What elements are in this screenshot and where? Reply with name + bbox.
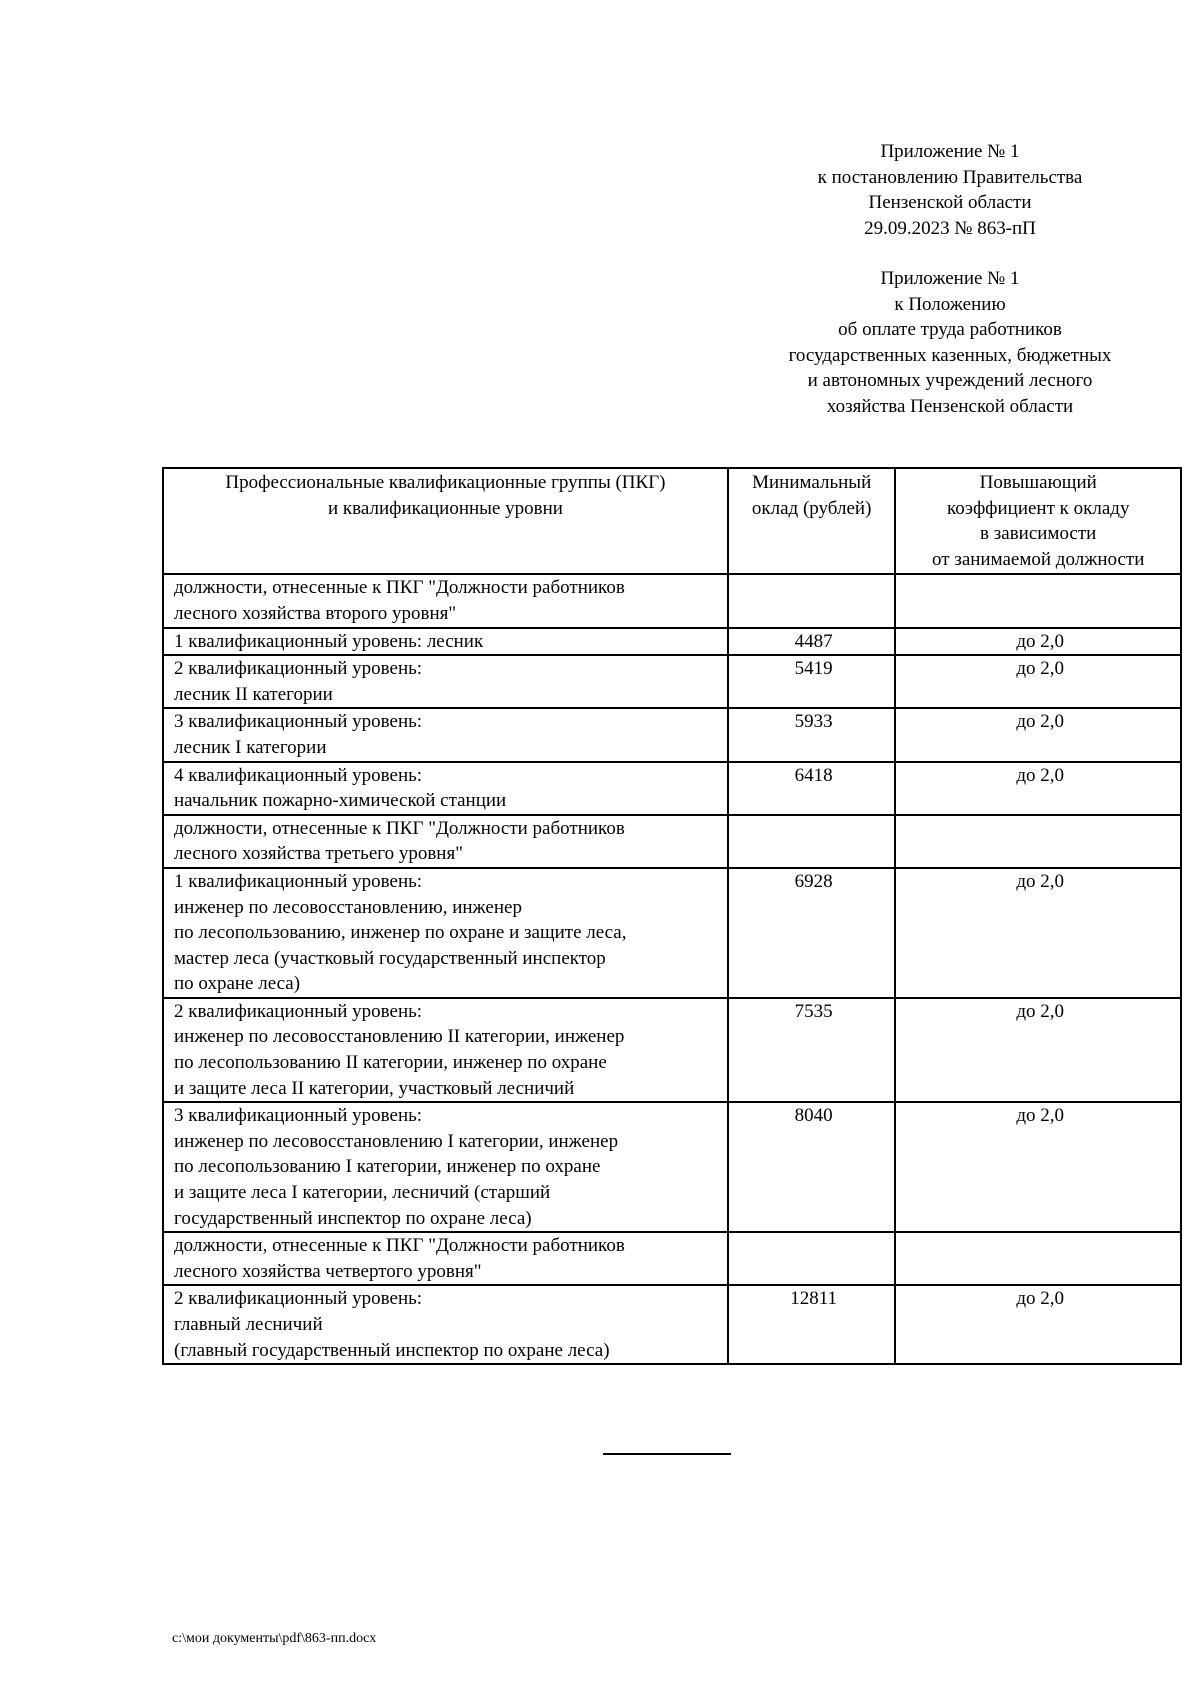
table-row	[163, 655, 1181, 708]
table-row	[163, 1285, 1181, 1364]
min-salary-cell: 8040	[728, 1102, 895, 1232]
table-group-row	[163, 815, 1181, 868]
table-group-row	[163, 574, 1181, 627]
min-salary-cell	[728, 1232, 895, 1285]
coefficient-cell: до 2,0	[895, 762, 1181, 815]
coefficient-cell: до 2,0	[895, 868, 1181, 998]
file-path-footer: c:\мои документы\pdf\863-пп.docx	[172, 1631, 377, 1646]
header-pkg-groups: Профессиональные квалификационные группы (ПКГ) и квалификационные уровни	[163, 468, 728, 574]
position-line: лесного хозяйства третьего уровня"	[174, 843, 463, 865]
table-row	[163, 1102, 1181, 1232]
table-row	[163, 628, 1181, 656]
position-line: государственный инспектор по охране леса)	[174, 1207, 532, 1229]
appendix-line: к Положению	[894, 293, 1006, 315]
position-description	[163, 708, 728, 761]
min-salary-cell: 6418	[728, 762, 895, 815]
position-description	[163, 762, 728, 815]
position-line: лесник I категории	[174, 736, 327, 758]
table-row	[163, 762, 1181, 815]
table-group-row	[163, 1232, 1181, 1285]
position-line: инженер по лесовосстановлению II категории, инженер	[174, 1026, 625, 1048]
appendix-line: Приложение № 1	[880, 268, 1020, 289]
position-line: и защите леса I категории, лесничий (старший	[174, 1182, 551, 1204]
min-salary-cell	[728, 815, 895, 868]
position-line: и защите леса II категории, участковый лесничий	[174, 1077, 575, 1099]
position-line: лесник II категории	[174, 683, 333, 705]
position-line: должности, отнесенные к ПКГ "Должности работников	[174, 817, 625, 839]
min-salary-cell: 5419	[728, 655, 895, 708]
header-coefficient: Повышающий коэффициент к окладу в зависимости от занимаемой должности	[895, 468, 1181, 574]
position-line: по лесопользованию, инженер по охране и защите леса,	[174, 922, 627, 944]
position-line: должности, отнесенные к ПКГ "Должности работников	[174, 1235, 625, 1257]
position-line: лесного хозяйства четвертого уровня"	[174, 1260, 482, 1282]
position-line: (главный государственный инспектор по охране леса)	[174, 1339, 610, 1361]
position-description	[163, 1102, 728, 1232]
appendix-line: Приложение № 1	[880, 141, 1020, 162]
appendix-to-resolution	[700, 139, 1200, 241]
table-row	[163, 868, 1181, 998]
position-line: 3 квалификационный уровень:	[174, 711, 423, 733]
position-line: инженер по лесовосстановлению, инженер	[174, 896, 522, 918]
position-line: мастер леса (участковый государственный инспектор	[174, 947, 606, 969]
coefficient-cell	[895, 1232, 1181, 1285]
coefficient-cell: до 2,0	[895, 628, 1181, 656]
appendix-to-regulation	[700, 266, 1200, 419]
min-salary-cell	[728, 574, 895, 627]
position-line: 1 квалификационный уровень:	[174, 870, 423, 892]
coefficient-cell	[895, 815, 1181, 868]
position-line: 4 квалификационный уровень:	[174, 764, 423, 786]
min-salary-cell: 5933	[728, 708, 895, 761]
position-description	[163, 815, 728, 868]
min-salary-cell: 7535	[728, 998, 895, 1102]
appendix-line: об оплате труда работников	[838, 319, 1062, 340]
position-description	[163, 868, 728, 998]
position-line: 2 квалификационный уровень:	[174, 658, 423, 680]
position-description	[163, 628, 728, 656]
position-line: начальник пожарно-химической станции	[174, 790, 507, 812]
position-line: по охране леса)	[174, 973, 301, 995]
position-description	[163, 998, 728, 1102]
position-line: 3 квалификационный уровень:	[174, 1105, 423, 1127]
position-description	[163, 1232, 728, 1285]
table-row	[163, 998, 1181, 1102]
min-salary-cell: 6928	[728, 868, 895, 998]
position-line: должности, отнесенные к ПКГ "Должности работников	[174, 577, 625, 599]
appendix-line: хозяйства Пензенской области	[826, 395, 1074, 417]
coefficient-cell: до 2,0	[895, 1285, 1181, 1364]
coefficient-cell	[895, 574, 1181, 627]
position-line: по лесопользованию I категории, инженер по охране	[174, 1156, 601, 1178]
position-line: 2 квалификационный уровень:	[174, 1288, 423, 1310]
coefficient-cell: до 2,0	[895, 998, 1181, 1102]
appendix-line: Пензенской области	[868, 192, 1032, 213]
coefficient-cell: до 2,0	[895, 708, 1181, 761]
position-line: 2 квалификационный уровень:	[174, 1000, 423, 1022]
coefficient-cell: до 2,0	[895, 655, 1181, 708]
salary-table	[162, 467, 1182, 1365]
header-min-salary: Минимальный оклад (рублей)	[728, 468, 895, 574]
min-salary-cell: 4487	[728, 628, 895, 656]
coefficient-cell: до 2,0	[895, 1102, 1181, 1232]
min-salary-cell: 12811	[728, 1285, 895, 1364]
position-line: лесного хозяйства второго уровня"	[174, 602, 457, 624]
table-row	[163, 708, 1181, 761]
end-rule	[603, 1453, 731, 1455]
appendix-line: 29.09.2023 № 863-пП	[864, 217, 1036, 239]
position-description	[163, 655, 728, 708]
appendix-line: государственных казенных, бюджетных	[788, 344, 1112, 366]
position-line: 1 квалификационный уровень: лесник	[174, 630, 484, 652]
position-description	[163, 1285, 728, 1364]
position-line: по лесопользованию II категории, инженер по охране	[174, 1052, 607, 1074]
table-header-row	[163, 468, 1181, 574]
position-description	[163, 574, 728, 627]
appendix-line: к постановлению Правительства	[817, 166, 1083, 188]
position-line: главный лесничий	[174, 1314, 323, 1335]
appendix-line: и автономных учреждений лесного	[807, 370, 1093, 391]
position-line: инженер по лесовосстановлению I категории, инженер	[174, 1130, 619, 1152]
